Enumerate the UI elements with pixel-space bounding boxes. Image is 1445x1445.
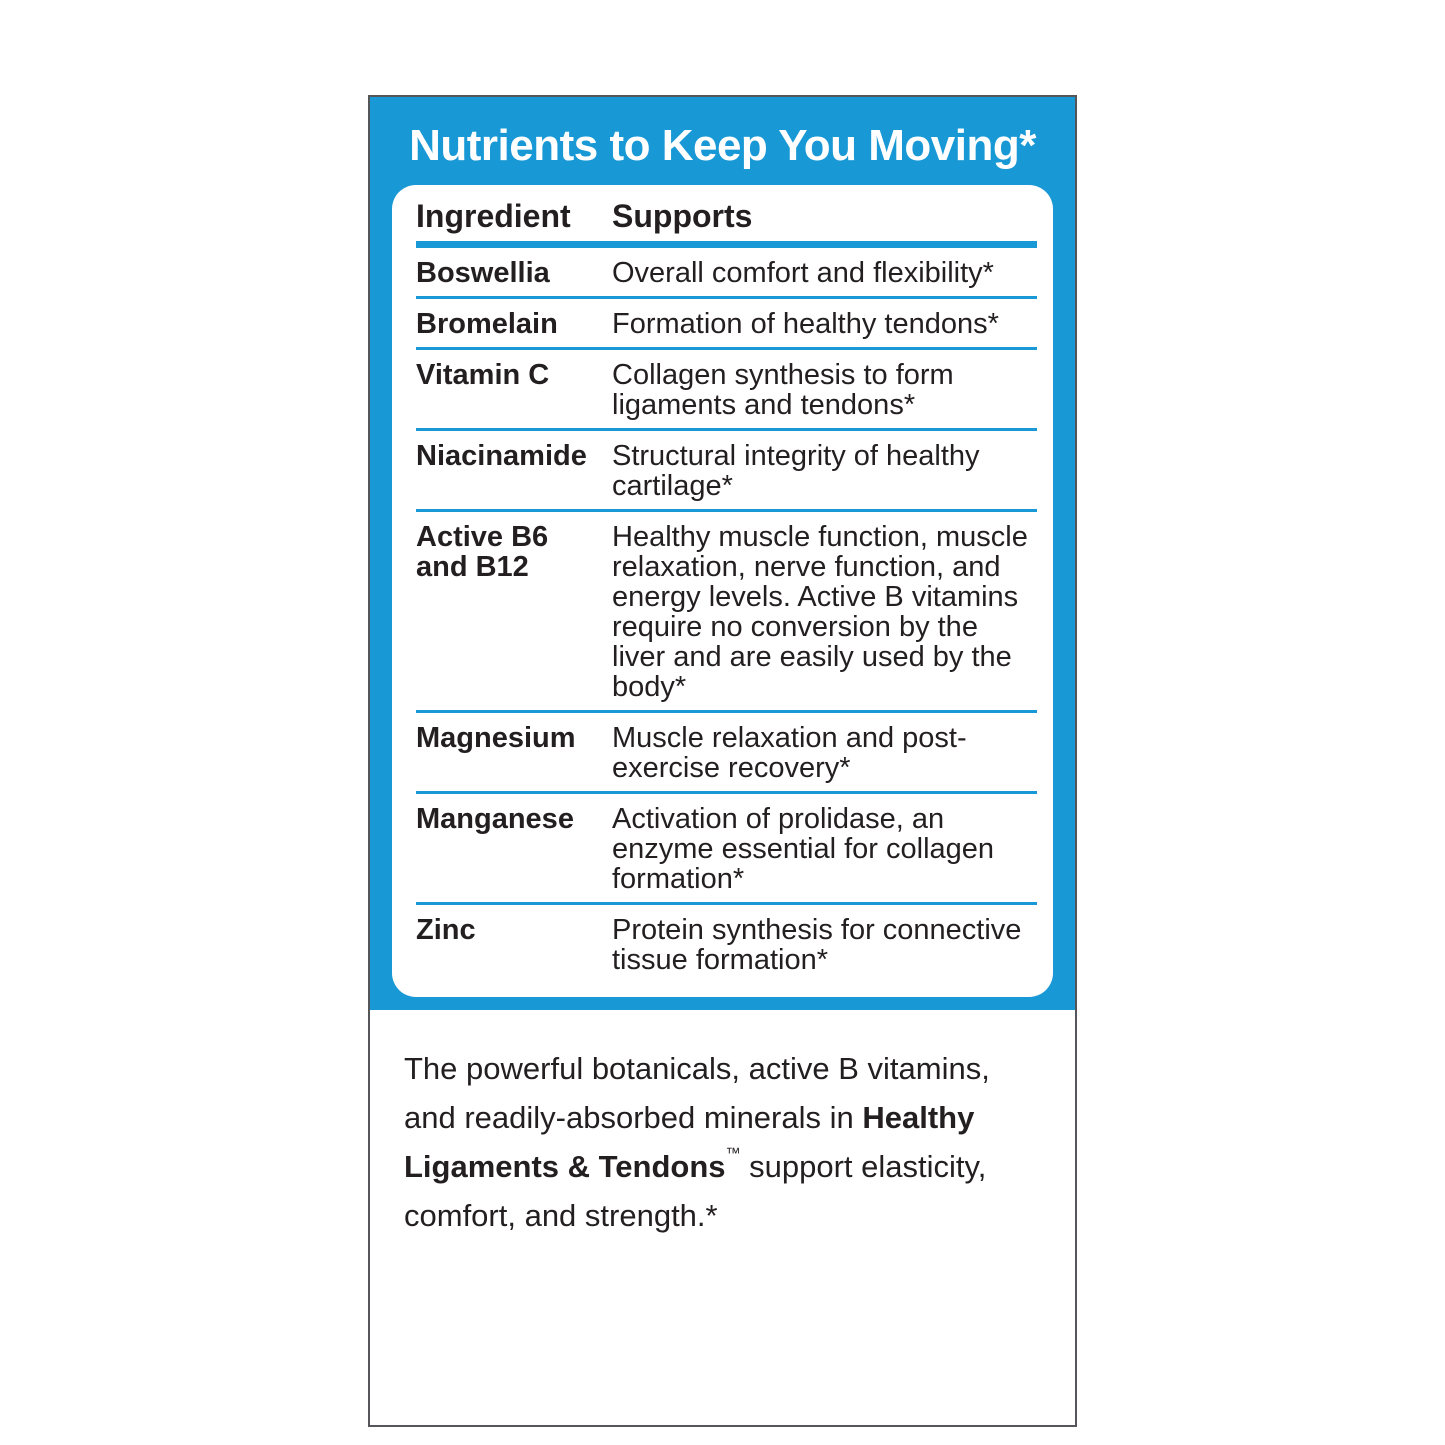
table-row [416, 350, 1037, 431]
nutrient-table [392, 185, 1053, 997]
panel-title: Nutrients to Keep You Moving* [409, 121, 1036, 170]
supports-cell: Overall comfort and flexibility* [612, 257, 994, 289]
ingredient-cell: Manganese [416, 803, 574, 835]
supports-cell: Structural integrity of healthy cartilage* [612, 440, 980, 502]
column-header-ingredient: Ingredient [416, 198, 571, 234]
label-card [368, 95, 1077, 1427]
supports-cell: Healthy muscle function, muscle relaxation, nerve function, and energy levels. Active B vitamins require no conversion by the liver and are easily used by the body* [612, 521, 1028, 703]
ingredient-cell: Active B6 and B12 [416, 521, 549, 583]
footer-text-after: support elasticity, comfort, and strength.* [404, 1149, 987, 1233]
table-row [416, 299, 1037, 350]
product-name: Healthy Ligaments & Tendons [404, 1100, 975, 1184]
table-row [416, 431, 1037, 512]
table-row [416, 512, 1037, 713]
trademark-symbol: ™ [725, 1145, 741, 1162]
nutrients-panel [370, 97, 1075, 1010]
supports-cell: Formation of healthy tendons* [612, 308, 999, 340]
footer-paragraph [370, 1010, 1075, 1240]
ingredient-cell: Boswellia [416, 257, 550, 289]
table-row [416, 905, 1037, 987]
supports-cell: Protein synthesis for connective tissue formation* [612, 914, 1022, 976]
ingredient-cell: Vitamin C [416, 359, 550, 391]
header-rule [416, 241, 1037, 248]
ingredient-cell: Niacinamide [416, 440, 587, 472]
table-row [416, 248, 1037, 299]
supports-cell: Collagen synthesis to form ligaments and tendons* [612, 359, 954, 421]
table-header-row [416, 189, 1037, 241]
column-header-supports: Supports [612, 198, 753, 234]
supports-cell: Activation of prolidase, an enzyme essential for collagen formation* [612, 803, 995, 895]
table-row [416, 713, 1037, 794]
ingredient-cell: Magnesium [416, 722, 576, 754]
ingredient-cell: Zinc [416, 914, 476, 946]
nutrient-table-body [416, 248, 1037, 987]
footer-text-before: The powerful botanicals, active B vitamins, and readily-absorbed minerals in [404, 1051, 990, 1135]
supports-cell: Muscle relaxation and post-exercise recovery* [612, 722, 967, 784]
ingredient-cell: Bromelain [416, 308, 558, 340]
table-row [416, 794, 1037, 905]
